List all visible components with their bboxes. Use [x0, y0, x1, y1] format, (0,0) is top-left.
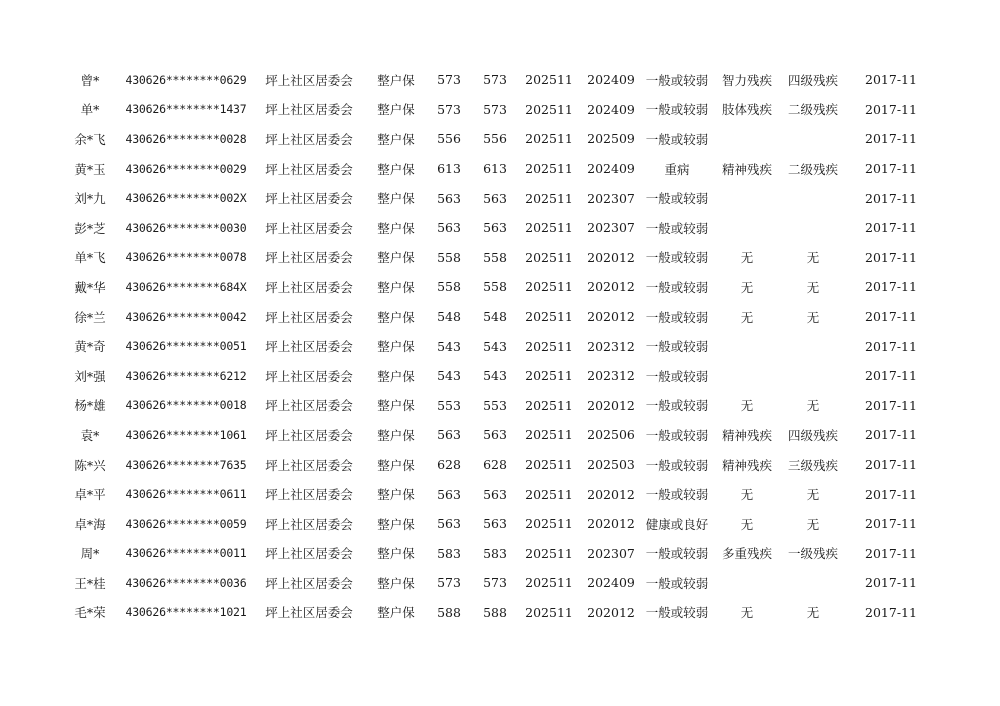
period-cell: 202307	[587, 220, 635, 236]
amount-cell: 628	[437, 457, 461, 473]
period-cell: 202511	[525, 427, 573, 443]
id-number-cell: 430626********6212	[125, 368, 247, 383]
assistance-type-cell: 整户保	[377, 191, 415, 207]
community-cell: 坪上社区居委会	[265, 309, 353, 325]
assistance-type-cell: 整户保	[377, 487, 415, 503]
health-status-cell: 一般或较弱	[645, 605, 709, 621]
assistance-type-cell: 整户保	[377, 220, 415, 236]
disability-type-cell: 无	[740, 487, 754, 503]
start-date-cell: 2017-11	[865, 279, 917, 295]
period-cell: 202511	[525, 190, 573, 206]
table-row	[60, 539, 938, 569]
amount-cell: 563	[437, 486, 461, 502]
period-cell: 202511	[525, 220, 573, 236]
health-status-cell: 一般或较弱	[645, 131, 709, 147]
period-cell: 202012	[587, 604, 635, 620]
id-number-cell: 430626********7635	[125, 457, 247, 472]
period-cell: 202307	[587, 190, 635, 206]
id-number-cell: 430626********1437	[125, 102, 247, 117]
id-number-cell: 430626********0018	[125, 398, 247, 413]
amount-cell: 543	[483, 368, 507, 384]
start-date-cell: 2017-11	[865, 486, 917, 502]
assistance-type-cell: 整户保	[377, 161, 415, 177]
name-cell: 单*	[80, 102, 100, 118]
community-cell: 坪上社区居委会	[265, 605, 353, 621]
amount-cell: 563	[483, 220, 507, 236]
disability-type-cell: 无	[740, 516, 754, 532]
amount-cell: 563	[437, 427, 461, 443]
disability-level-cell: 无	[806, 279, 820, 295]
name-cell: 黄*玉	[74, 161, 106, 177]
disability-level-cell: 一级残疾	[787, 546, 838, 562]
amount-cell: 548	[437, 309, 461, 325]
health-status-cell: 一般或较弱	[645, 191, 709, 207]
period-cell: 202511	[525, 72, 573, 88]
period-cell: 202012	[587, 249, 635, 265]
id-number-cell: 430626********0611	[125, 487, 247, 502]
disability-type-cell: 肢体残疾	[721, 102, 772, 118]
table-row	[60, 272, 938, 302]
disability-type-cell	[712, 183, 782, 213]
assistance-type-cell: 整户保	[377, 339, 415, 355]
period-cell: 202503	[587, 457, 635, 473]
amount-cell: 573	[483, 101, 507, 117]
community-cell: 坪上社区居委会	[265, 250, 353, 266]
table-row	[60, 213, 938, 243]
health-status-cell: 一般或较弱	[645, 339, 709, 355]
name-cell: 余*飞	[74, 131, 106, 147]
disability-level-cell: 四级残疾	[787, 72, 838, 88]
amount-cell: 573	[483, 72, 507, 88]
name-cell: 周*	[80, 546, 100, 562]
table-row	[60, 509, 938, 539]
period-cell: 202012	[587, 309, 635, 325]
community-cell: 坪上社区居委会	[265, 339, 353, 355]
name-cell: 卓*海	[74, 516, 106, 532]
health-status-cell: 一般或较弱	[645, 102, 709, 118]
assistance-type-cell: 整户保	[377, 102, 415, 118]
community-cell: 坪上社区居委会	[265, 575, 353, 591]
period-cell: 202312	[587, 368, 635, 384]
assistance-type-cell: 整户保	[377, 250, 415, 266]
period-cell: 202511	[525, 545, 573, 561]
assistance-type-cell: 整户保	[377, 72, 415, 88]
assistance-type-cell: 整户保	[377, 605, 415, 621]
period-cell: 202511	[525, 279, 573, 295]
amount-cell: 613	[483, 161, 507, 177]
amount-cell: 563	[483, 427, 507, 443]
assistance-type-cell: 整户保	[377, 427, 415, 443]
name-cell: 单*飞	[74, 250, 106, 266]
amount-cell: 548	[483, 309, 507, 325]
period-cell: 202511	[525, 575, 573, 591]
disability-type-cell: 智力残疾	[721, 72, 772, 88]
disability-level-cell: 无	[806, 605, 820, 621]
health-status-cell: 一般或较弱	[645, 457, 709, 473]
table-row	[60, 391, 938, 421]
community-cell: 坪上社区居委会	[265, 398, 353, 414]
community-cell: 坪上社区居委会	[265, 487, 353, 503]
start-date-cell: 2017-11	[865, 309, 917, 325]
community-cell: 坪上社区居委会	[265, 457, 353, 473]
disability-level-cell	[782, 331, 844, 361]
table-row	[60, 65, 938, 95]
name-cell: 刘*强	[74, 368, 106, 384]
disability-level-cell: 四级残疾	[787, 427, 838, 443]
amount-cell: 573	[437, 72, 461, 88]
start-date-cell: 2017-11	[865, 161, 917, 177]
period-cell: 202511	[525, 249, 573, 265]
disability-level-cell: 无	[806, 487, 820, 503]
table-row	[60, 598, 938, 628]
period-cell: 202511	[525, 338, 573, 354]
amount-cell: 563	[483, 190, 507, 206]
start-date-cell: 2017-11	[865, 220, 917, 236]
amount-cell: 573	[483, 575, 507, 591]
disability-type-cell	[712, 331, 782, 361]
amount-cell: 543	[437, 368, 461, 384]
disability-type-cell: 精神残疾	[721, 457, 772, 473]
assistance-type-cell: 整户保	[377, 546, 415, 562]
disability-type-cell: 无	[740, 605, 754, 621]
table-row	[60, 361, 938, 391]
period-cell: 202409	[587, 575, 635, 591]
amount-cell: 563	[437, 190, 461, 206]
disability-level-cell: 三级残疾	[787, 457, 838, 473]
disability-level-cell	[782, 568, 844, 598]
id-number-cell: 430626********0029	[125, 161, 247, 176]
community-cell: 坪上社区居委会	[265, 131, 353, 147]
start-date-cell: 2017-11	[865, 72, 917, 88]
amount-cell: 628	[483, 457, 507, 473]
amount-cell: 563	[437, 220, 461, 236]
disability-level-cell	[782, 361, 844, 391]
health-status-cell: 一般或较弱	[645, 368, 709, 384]
health-status-cell: 一般或较弱	[645, 487, 709, 503]
period-cell: 202506	[587, 427, 635, 443]
id-number-cell: 430626********0051	[125, 339, 247, 354]
amount-cell: 556	[483, 131, 507, 147]
period-cell: 202409	[587, 161, 635, 177]
disability-type-cell	[712, 361, 782, 391]
disability-type-cell: 精神残疾	[721, 427, 772, 443]
start-date-cell: 2017-11	[865, 457, 917, 473]
health-status-cell: 一般或较弱	[645, 72, 709, 88]
period-cell: 202511	[525, 131, 573, 147]
table-row	[60, 95, 938, 125]
id-number-cell: 430626********0078	[125, 250, 247, 265]
name-cell: 卓*平	[74, 487, 106, 503]
amount-cell: 588	[437, 604, 461, 620]
assistance-type-cell: 整户保	[377, 309, 415, 325]
start-date-cell: 2017-11	[865, 427, 917, 443]
amount-cell: 558	[483, 279, 507, 295]
name-cell: 黄*奇	[74, 339, 106, 355]
disability-type-cell	[712, 568, 782, 598]
health-status-cell: 一般或较弱	[645, 250, 709, 266]
id-number-cell: 430626********002X	[125, 191, 247, 206]
disability-type-cell	[712, 124, 782, 154]
name-cell: 曾*	[80, 72, 100, 88]
health-status-cell: 一般或较弱	[645, 546, 709, 562]
id-number-cell: 430626********0059	[125, 516, 247, 531]
amount-cell: 553	[437, 397, 461, 413]
amount-cell: 573	[437, 575, 461, 591]
start-date-cell: 2017-11	[865, 131, 917, 147]
community-cell: 坪上社区居委会	[265, 427, 353, 443]
id-number-cell: 430626********0036	[125, 575, 247, 590]
table-row	[60, 154, 938, 184]
amount-cell: 588	[483, 604, 507, 620]
start-date-cell: 2017-11	[865, 575, 917, 591]
community-cell: 坪上社区居委会	[265, 516, 353, 532]
health-status-cell: 一般或较弱	[645, 427, 709, 443]
beneficiary-table	[60, 65, 938, 627]
amount-cell: 558	[437, 249, 461, 265]
name-cell: 刘*九	[74, 191, 106, 207]
community-cell: 坪上社区居委会	[265, 546, 353, 562]
amount-cell: 543	[483, 338, 507, 354]
community-cell: 坪上社区居委会	[265, 279, 353, 295]
disability-type-cell: 多重残疾	[721, 546, 772, 562]
name-cell: 杨*雄	[74, 398, 106, 414]
amount-cell: 563	[483, 516, 507, 532]
disability-level-cell: 无	[806, 516, 820, 532]
period-cell: 202409	[587, 101, 635, 117]
disability-level-cell: 无	[806, 309, 820, 325]
amount-cell: 563	[437, 516, 461, 532]
table-row	[60, 302, 938, 332]
period-cell: 202012	[587, 516, 635, 532]
table-row	[60, 479, 938, 509]
assistance-type-cell: 整户保	[377, 368, 415, 384]
disability-level-cell	[782, 124, 844, 154]
disability-level-cell	[782, 213, 844, 243]
period-cell: 202012	[587, 486, 635, 502]
disability-type-cell	[712, 213, 782, 243]
table-row	[60, 568, 938, 598]
id-number-cell: 430626********1061	[125, 427, 247, 442]
table-row	[60, 243, 938, 273]
disability-level-cell: 无	[806, 398, 820, 414]
health-status-cell: 健康或良好	[645, 516, 709, 532]
assistance-type-cell: 整户保	[377, 131, 415, 147]
amount-cell: 563	[483, 486, 507, 502]
period-cell: 202312	[587, 338, 635, 354]
amount-cell: 583	[437, 545, 461, 561]
assistance-type-cell: 整户保	[377, 398, 415, 414]
id-number-cell: 430626********0011	[125, 546, 247, 561]
period-cell: 202012	[587, 279, 635, 295]
amount-cell: 558	[483, 249, 507, 265]
health-status-cell: 一般或较弱	[645, 309, 709, 325]
start-date-cell: 2017-11	[865, 368, 917, 384]
disability-level-cell: 无	[806, 250, 820, 266]
id-number-cell: 430626********684X	[125, 279, 247, 294]
community-cell: 坪上社区居委会	[265, 220, 353, 236]
name-cell: 徐*兰	[74, 309, 106, 325]
start-date-cell: 2017-11	[865, 516, 917, 532]
amount-cell: 553	[483, 397, 507, 413]
amount-cell: 573	[437, 101, 461, 117]
period-cell: 202511	[525, 516, 573, 532]
table-row	[60, 331, 938, 361]
disability-type-cell: 无	[740, 250, 754, 266]
period-cell: 202511	[525, 161, 573, 177]
name-cell: 毛*荣	[74, 605, 106, 621]
period-cell: 202511	[525, 397, 573, 413]
disability-level-cell	[782, 183, 844, 213]
disability-type-cell: 无	[740, 309, 754, 325]
id-number-cell: 430626********0028	[125, 131, 247, 146]
name-cell: 袁*	[80, 427, 100, 443]
community-cell: 坪上社区居委会	[265, 161, 353, 177]
period-cell: 202511	[525, 368, 573, 384]
assistance-type-cell: 整户保	[377, 279, 415, 295]
start-date-cell: 2017-11	[865, 545, 917, 561]
assistance-type-cell: 整户保	[377, 575, 415, 591]
name-cell: 戴*华	[74, 279, 106, 295]
disability-type-cell: 无	[740, 279, 754, 295]
disability-level-cell: 二级残疾	[787, 161, 838, 177]
name-cell: 陈*兴	[74, 457, 106, 473]
amount-cell: 613	[437, 161, 461, 177]
health-status-cell: 一般或较弱	[645, 575, 709, 591]
community-cell: 坪上社区居委会	[265, 102, 353, 118]
period-cell: 202307	[587, 545, 635, 561]
period-cell: 202511	[525, 101, 573, 117]
community-cell: 坪上社区居委会	[265, 368, 353, 384]
community-cell: 坪上社区居委会	[265, 72, 353, 88]
name-cell: 彭*芝	[74, 220, 106, 236]
health-status-cell: 一般或较弱	[645, 220, 709, 236]
amount-cell: 543	[437, 338, 461, 354]
start-date-cell: 2017-11	[865, 190, 917, 206]
start-date-cell: 2017-11	[865, 604, 917, 620]
period-cell: 202012	[587, 397, 635, 413]
table-row	[60, 450, 938, 480]
start-date-cell: 2017-11	[865, 397, 917, 413]
disability-type-cell: 无	[740, 398, 754, 414]
community-cell: 坪上社区居委会	[265, 191, 353, 207]
id-number-cell: 430626********0042	[125, 309, 247, 324]
health-status-cell: 一般或较弱	[645, 279, 709, 295]
name-cell: 王*桂	[74, 575, 106, 591]
amount-cell: 558	[437, 279, 461, 295]
id-number-cell: 430626********0629	[125, 72, 247, 87]
start-date-cell: 2017-11	[865, 249, 917, 265]
assistance-type-cell: 整户保	[377, 457, 415, 473]
period-cell: 202509	[587, 131, 635, 147]
assistance-type-cell: 整户保	[377, 516, 415, 532]
disability-type-cell: 精神残疾	[721, 161, 772, 177]
start-date-cell: 2017-11	[865, 101, 917, 117]
disability-level-cell: 二级残疾	[787, 102, 838, 118]
amount-cell: 583	[483, 545, 507, 561]
period-cell: 202409	[587, 72, 635, 88]
health-status-cell: 一般或较弱	[645, 398, 709, 414]
table-row	[60, 124, 938, 154]
table-row	[60, 183, 938, 213]
health-status-cell: 重病	[664, 161, 690, 177]
period-cell: 202511	[525, 604, 573, 620]
amount-cell: 556	[437, 131, 461, 147]
start-date-cell: 2017-11	[865, 338, 917, 354]
table-row	[60, 420, 938, 450]
period-cell: 202511	[525, 486, 573, 502]
id-number-cell: 430626********0030	[125, 220, 247, 235]
period-cell: 202511	[525, 457, 573, 473]
table-body	[60, 65, 938, 627]
period-cell: 202511	[525, 309, 573, 325]
id-number-cell: 430626********1021	[125, 605, 247, 620]
